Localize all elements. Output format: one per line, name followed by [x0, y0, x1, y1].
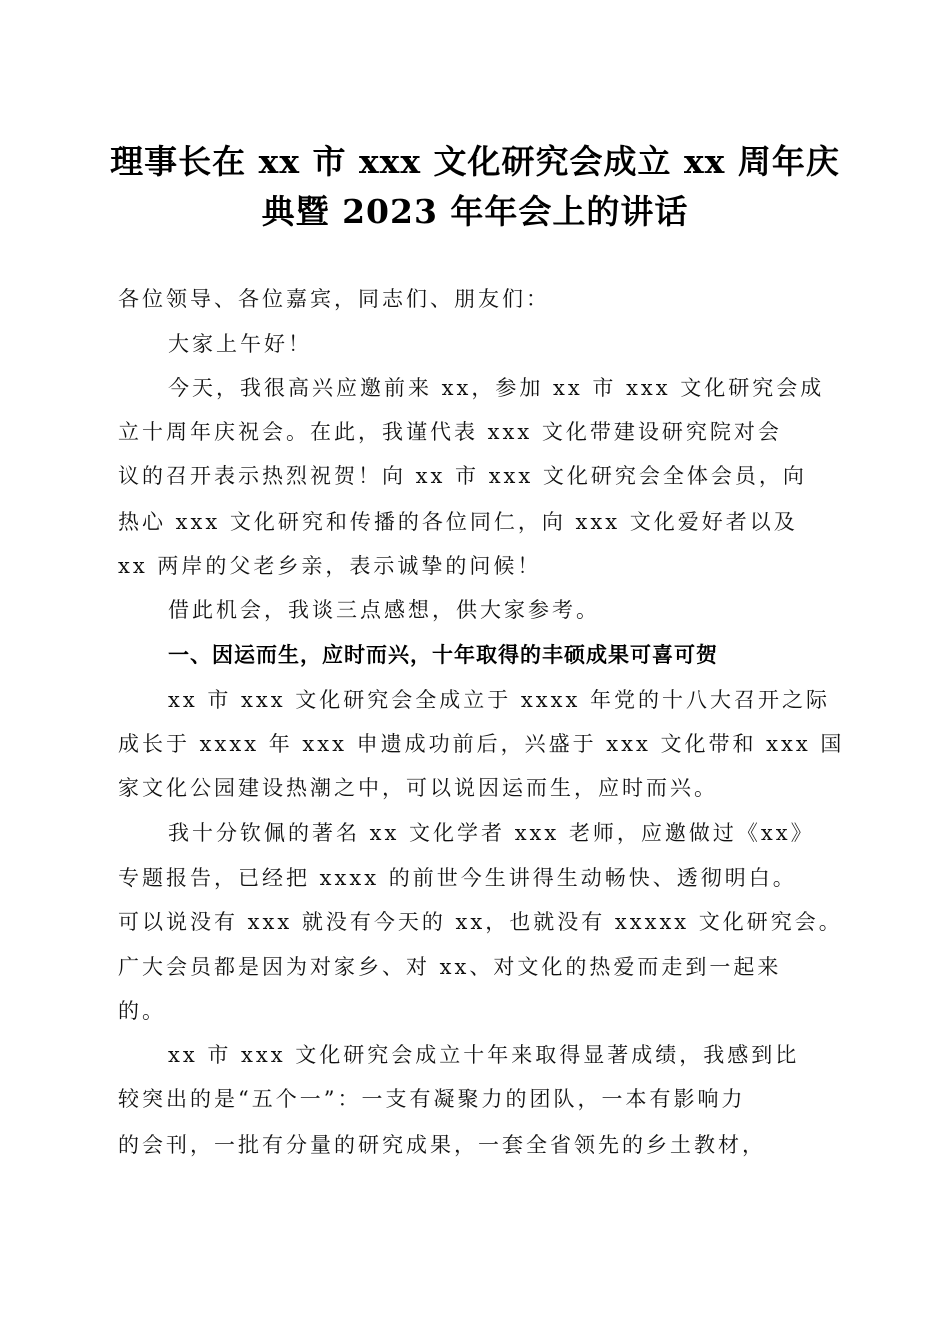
paragraph-line: 广大会员都是因为对家乡、对 xx、对文化的热爱而走到一起来 — [118, 955, 782, 979]
paragraph-line: 立十周年庆祝会。在此，我谨代表 xxx 文化带建设研究院对会 — [118, 420, 782, 444]
greeting: 大家上午好！ — [168, 332, 312, 356]
paragraph-line: 可以说没有 xxx 就没有今天的 xx，也就没有 xxxxx 文化研究会。 — [118, 910, 843, 934]
document-title-line-1: 理事长在 xx 市 xxx 文化研究会成立 xx 周年庆 — [110, 142, 840, 181]
paragraph-line: xx 市 xxx 文化研究会成立十年来取得显著成绩，我感到比 — [168, 1043, 800, 1067]
section-heading: 一、因运而生，应时而兴，十年取得的丰硕成果可喜可贺 — [168, 643, 718, 667]
paragraph-line: 我十分钦佩的著名 xx 文化学者 xxx 老师，应邀做过《xx》 — [168, 821, 815, 845]
paragraph-line: 成长于 xxxx 年 xxx 申遗成功前后，兴盛于 xxx 文化带和 xxx 国 — [118, 732, 845, 756]
paragraph-line: 借此机会，我谈三点感想，供大家参考。 — [168, 598, 600, 622]
paragraph-line: 议的召开表示热烈祝贺！向 xx 市 xxx 文化研究会全体会员，向 — [118, 464, 807, 488]
paragraph-line: 的会刊，一批有分量的研究成果，一套全省领先的乡土教材， — [118, 1133, 766, 1157]
paragraph-line: 较突出的是“五个一”：一支有凝聚力的团队，一本有影响力 — [118, 1087, 746, 1111]
paragraph-line: 家文化公园建设热潮之中，可以说因运而生，应时而兴。 — [118, 776, 718, 800]
paragraph-line: xx 市 xxx 文化研究会全成立于 xxxx 年党的十八大召开之际 — [168, 688, 830, 712]
document-title-line-2: 典暨 2023 年年会上的讲话 — [261, 192, 689, 231]
paragraph-line: 的。 — [118, 999, 166, 1023]
paragraph-line: 今天，我很高兴应邀前来 xx，参加 xx 市 xxx 文化研究会成 — [168, 376, 825, 400]
paragraph-line: 热心 xxx 文化研究和传播的各位同仁，向 xxx 文化爱好者以及 — [118, 510, 798, 534]
salutation: 各位领导、各位嘉宾，同志们、朋友们： — [118, 287, 550, 311]
paragraph-line: 专题报告，已经把 xxxx 的前世今生讲得生动畅快、透彻明白。 — [118, 866, 797, 890]
paragraph-line: xx 两岸的父老乡亲，表示诚挚的问候！ — [118, 554, 542, 578]
